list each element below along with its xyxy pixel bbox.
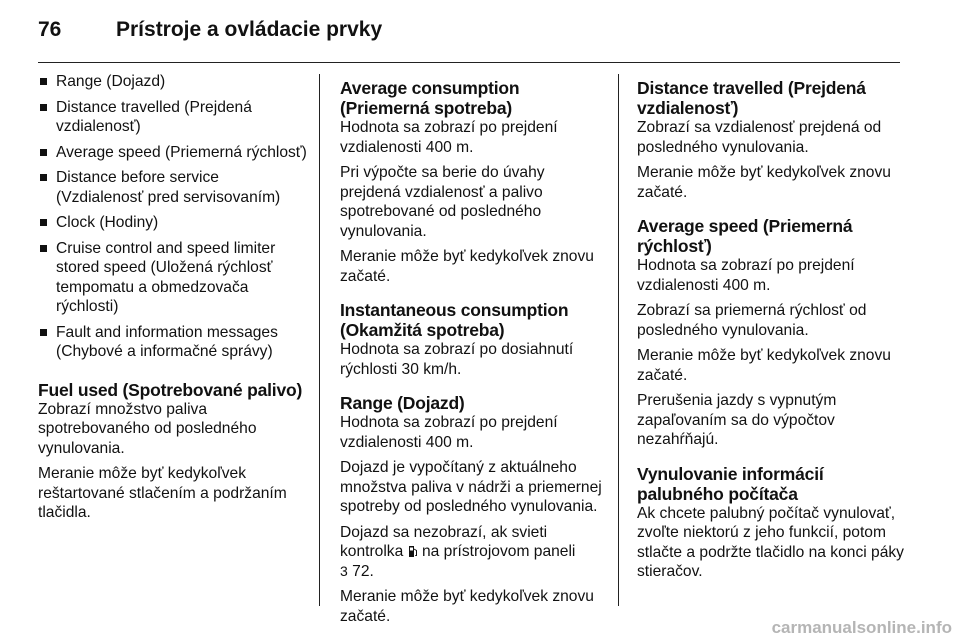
bullet-square-icon (40, 174, 47, 181)
section-fuel-used (38, 380, 308, 523)
paragraph: Meranie môže byť kedykoľvek znovu začaté. (340, 248, 594, 285)
bullet-square-icon (40, 245, 47, 252)
header-rule (38, 62, 900, 63)
column-3 (637, 78, 907, 596)
paragraph: Zobrazí sa vzdialenosť prejdená od posledného vynulovania. (637, 119, 882, 156)
section-heading: Instantaneous consumption (Okamžitá spotreba) (340, 300, 569, 340)
section-heading: Fuel used (Spotrebované palivo) (38, 379, 303, 400)
list-item: Distance before service (Vzdialenosť pred servisovaním) (38, 168, 308, 207)
page-number: 76 (38, 18, 62, 41)
list-item: Distance travelled (Prejdená vzdialenosť) (38, 98, 308, 137)
page-header (38, 10, 382, 50)
section-distance-travelled (637, 78, 907, 202)
paragraph: Hodnota sa zobrazí po prejdení vzdialenosti 400 m. (340, 119, 558, 156)
paragraph: Hodnota sa zobrazí po prejdení vzdialenosti 400 m. (340, 414, 558, 451)
bullet-square-icon (40, 329, 47, 336)
paragraph: Dojazd sa nezobrazí, ak svieti kontrolka na prístrojovom paneli 3 72. (340, 523, 576, 580)
section-heading: Distance travelled (Prejdená vzdialenosť) (637, 78, 866, 118)
paragraph: Meranie môže byť kedykoľvek znovu začaté. (637, 347, 891, 384)
list-item: Clock (Hodiny) (38, 213, 308, 233)
column-divider-1 (319, 74, 320, 606)
column-divider-2 (618, 74, 619, 606)
column-2 (340, 78, 602, 640)
paragraph: Meranie môže byť kedykoľvek znovu začaté. (340, 588, 594, 625)
list-item: Cruise control and speed limiter stored speed (Uložená rýchlosť tempomatu a obmedzovača rýchlosti) (38, 239, 308, 317)
paragraph: Ak chcete palubný počítač vynulovať, zvoľte niektorú z jeho funkcií, potom stlačte a podržte tlačidlo na konci páky stieračov. (637, 504, 904, 580)
list-item: Range (Dojazd) (38, 72, 308, 92)
section-heading: Vynulovanie informácií palubného počítača (637, 463, 824, 504)
section-average-speed (637, 216, 907, 450)
paragraph: Prerušenia jazdy s vypnutým zapaľovaním sa do výpočtov nezahŕňajú. (637, 392, 837, 448)
watermark: carmanualsonline.info (771, 618, 952, 637)
section-range (340, 393, 602, 626)
paragraph: Meranie môže byť kedykoľvek reštartované stlačením a podržaním tlačidla. (38, 465, 287, 521)
display-items-list (38, 72, 308, 362)
paragraph: Zobrazí sa priemerná rýchlosť od posledného vynulovania. (637, 302, 867, 339)
bullet-square-icon (40, 149, 47, 156)
bullet-square-icon (40, 104, 47, 111)
section-reset (637, 464, 907, 582)
fuel-pump-icon (408, 545, 418, 558)
section-heading: Range (Dojazd) (340, 393, 465, 413)
page-title: Prístroje a ovládacie prvky (116, 18, 383, 41)
paragraph: Meranie môže byť kedykoľvek znovu začaté. (637, 164, 891, 201)
paragraph: Hodnota sa zobrazí po dosiahnutí rýchlosti 30 km/h. (340, 341, 574, 378)
section-heading: Average consumption (Priemerná spotreba) (340, 78, 520, 118)
paragraph: Hodnota sa zobrazí po prejdení vzdialenosti 400 m. (637, 257, 855, 294)
list-item: Fault and information messages (Chybové a informačné správy) (38, 323, 308, 362)
section-average-consumption (340, 78, 602, 286)
list-item: Average speed (Priemerná rýchlosť) (38, 143, 308, 163)
section-heading: Average speed (Priemerná rýchlosť) (637, 216, 853, 256)
bullet-square-icon (40, 78, 47, 85)
bullet-square-icon (40, 219, 47, 226)
page-ref-arrow-icon: 3 (340, 562, 348, 579)
page-reference[interactable]: 72. (352, 562, 374, 580)
section-instantaneous-consumption (340, 300, 602, 379)
paragraph: Dojazd je vypočítaný z aktuálneho množstva paliva v nádrži a priemernej spotreby od posledného vynulovania. (340, 459, 602, 515)
paragraph: Pri výpočte sa berie do úvahy prejdená vzdialenosť a palivo spotrebované od posledného vynulovania. (340, 164, 545, 240)
paragraph: Zobrazí množstvo paliva spotrebovaného od posledného vynulovania. (38, 400, 257, 457)
column-1 (38, 72, 308, 537)
